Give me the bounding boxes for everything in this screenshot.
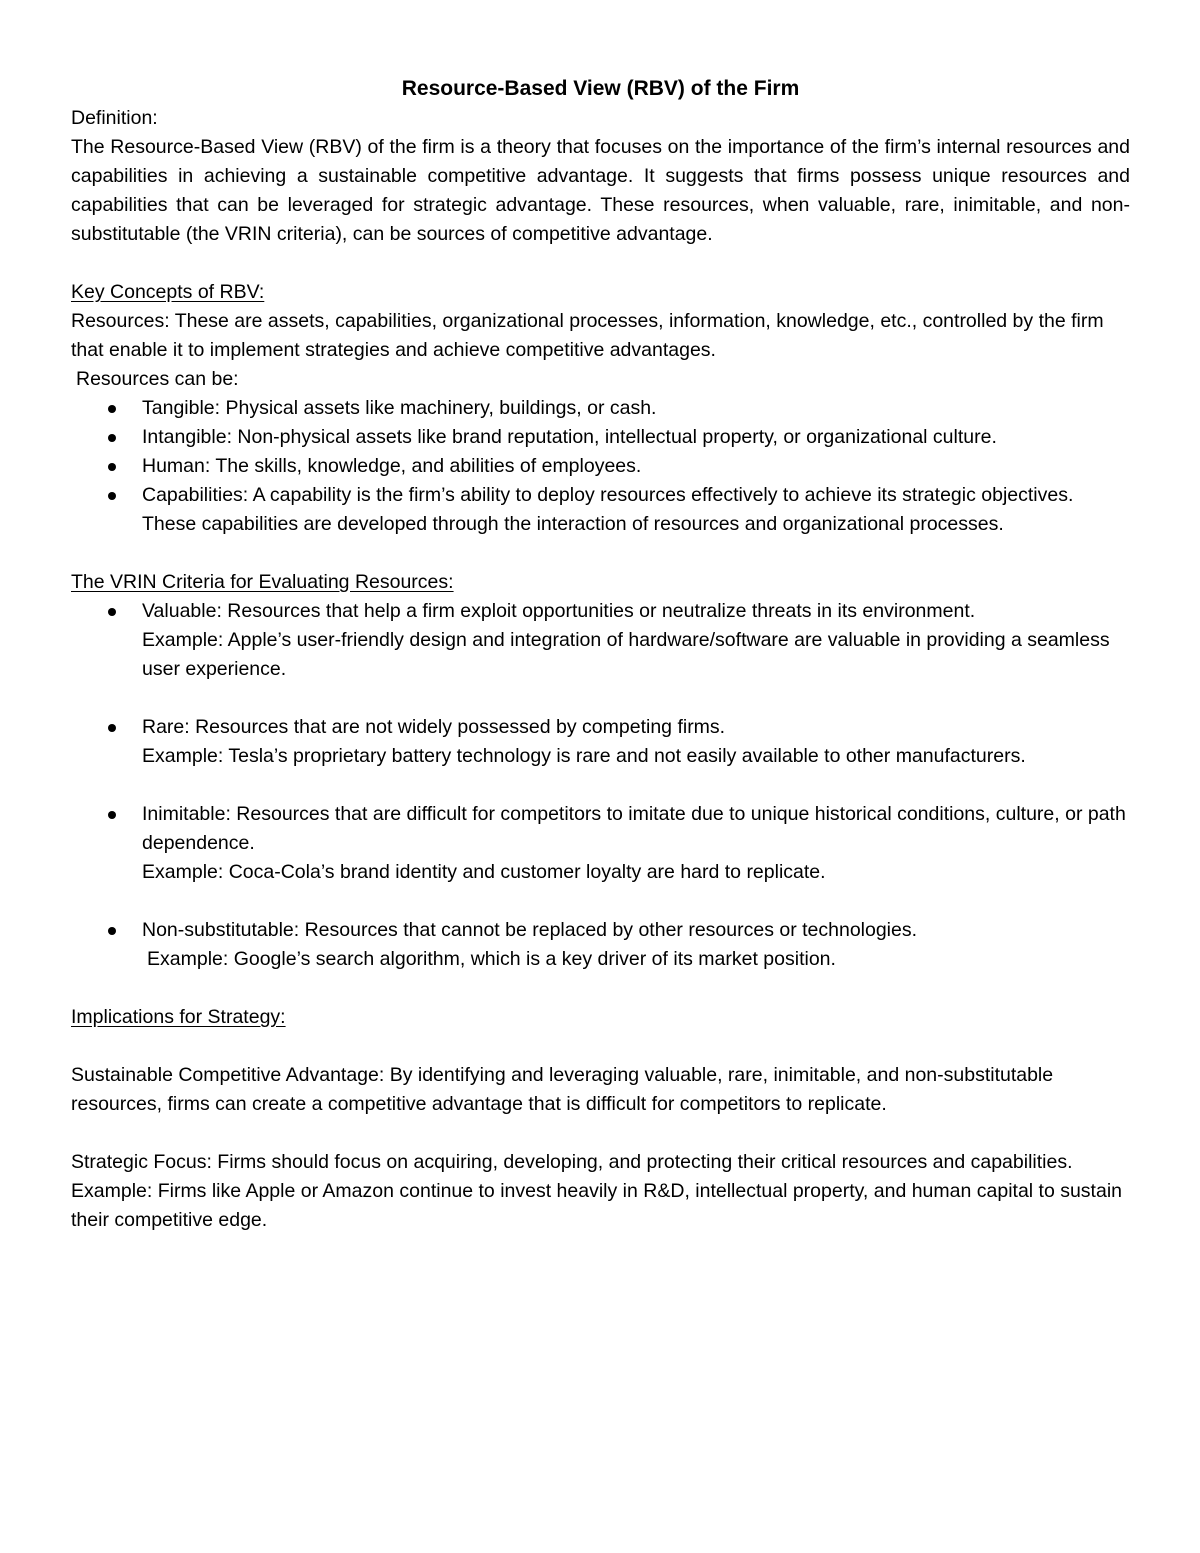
strategy-example-paragraph: Example: Firms like Apple or Amazon continue to invest heavily in R&D, intellectual property, and human capital to sustain their competitive edge. bbox=[71, 1180, 1123, 1231]
list-item bbox=[71, 597, 1130, 684]
list-item bbox=[71, 800, 1130, 887]
strategic-focus-paragraph: Strategic Focus: Firms should focus on acquiring, developing, and protecting their critical resources and capabilities. bbox=[71, 1151, 1073, 1173]
list-item: Intangible: Non-physical assets like brand reputation, intellectual property, or organizational culture. bbox=[71, 423, 1130, 452]
vrin-item-example: Example: Google’s search algorithm, which is a key driver of its market position. bbox=[147, 948, 836, 970]
document-title: Resource-Based View (RBV) of the Firm bbox=[401, 77, 800, 100]
definition-text: The Resource-Based View (RBV) of the firm is a theory that focuses on the importance of the firm’s internal resources and capabilities in achieving a sustainable competitive advantage. It suggests that firms possess unique resources and capabilities that can be leveraged for strategic advantage. These resources, when valuable, rare, inimitable, and non-substitutable (the VRIN criteria), can be sources of competitive advantage. bbox=[71, 136, 1130, 245]
list-item: Human: The skills, knowledge, and abilities of employees. bbox=[71, 452, 1130, 481]
vrin-item-text: Valuable: Resources that help a firm exploit opportunities or neutralize threats in its environment. bbox=[142, 600, 976, 622]
vrin-item-text: Inimitable: Resources that are difficult for competitors to imitate due to unique historical conditions, culture, or path dependence. bbox=[142, 803, 1126, 854]
vrin-item-example: Example: Coca-Cola’s brand identity and customer loyalty are hard to replicate. bbox=[142, 861, 826, 883]
list-item bbox=[71, 713, 1130, 771]
resources-paragraph: Resources: These are assets, capabilities, organizational processes, information, knowledge, etc., controlled by the firm that enable it to implement strategies and achieve competitive advantages. bbox=[71, 310, 1104, 361]
resource-types-list bbox=[71, 394, 1130, 539]
sustainable-advantage-paragraph: Sustainable Competitive Advantage: By identifying and leveraging valuable, rare, inimitable, and non-substitutable resources, firms can create a competitive advantage that is difficult for competitors to replicate. bbox=[71, 1064, 1054, 1115]
document-page bbox=[71, 74, 1130, 1235]
resources-can-be: Resources can be: bbox=[76, 368, 239, 390]
vrin-item-example: Example: Apple’s user-friendly design and integration of hardware/software are valuable in providing a seamless user experience. bbox=[142, 629, 1110, 680]
list-item: Tangible: Physical assets like machinery, buildings, or cash. bbox=[71, 394, 1130, 423]
list-item: Capabilities: A capability is the firm’s ability to deploy resources effectively to achieve its strategic objectives. These capabilities are developed through the interaction of resources and organizational processes. bbox=[71, 481, 1130, 539]
vrin-item-text: Rare: Resources that are not widely possessed by competing firms. bbox=[142, 716, 726, 738]
list-item bbox=[71, 916, 1130, 974]
key-concepts-heading: Key Concepts of RBV: bbox=[71, 281, 265, 303]
definition-label: Definition: bbox=[71, 107, 158, 129]
vrin-heading: The VRIN Criteria for Evaluating Resources: bbox=[71, 571, 454, 593]
vrin-item-example: Example: Tesla’s proprietary battery technology is rare and not easily available to other manufacturers. bbox=[142, 745, 1026, 767]
implications-heading: Implications for Strategy: bbox=[71, 1006, 286, 1028]
vrin-item-text: Non-substitutable: Resources that cannot be replaced by other resources or technologies. bbox=[142, 919, 918, 941]
vrin-list bbox=[71, 597, 1130, 974]
